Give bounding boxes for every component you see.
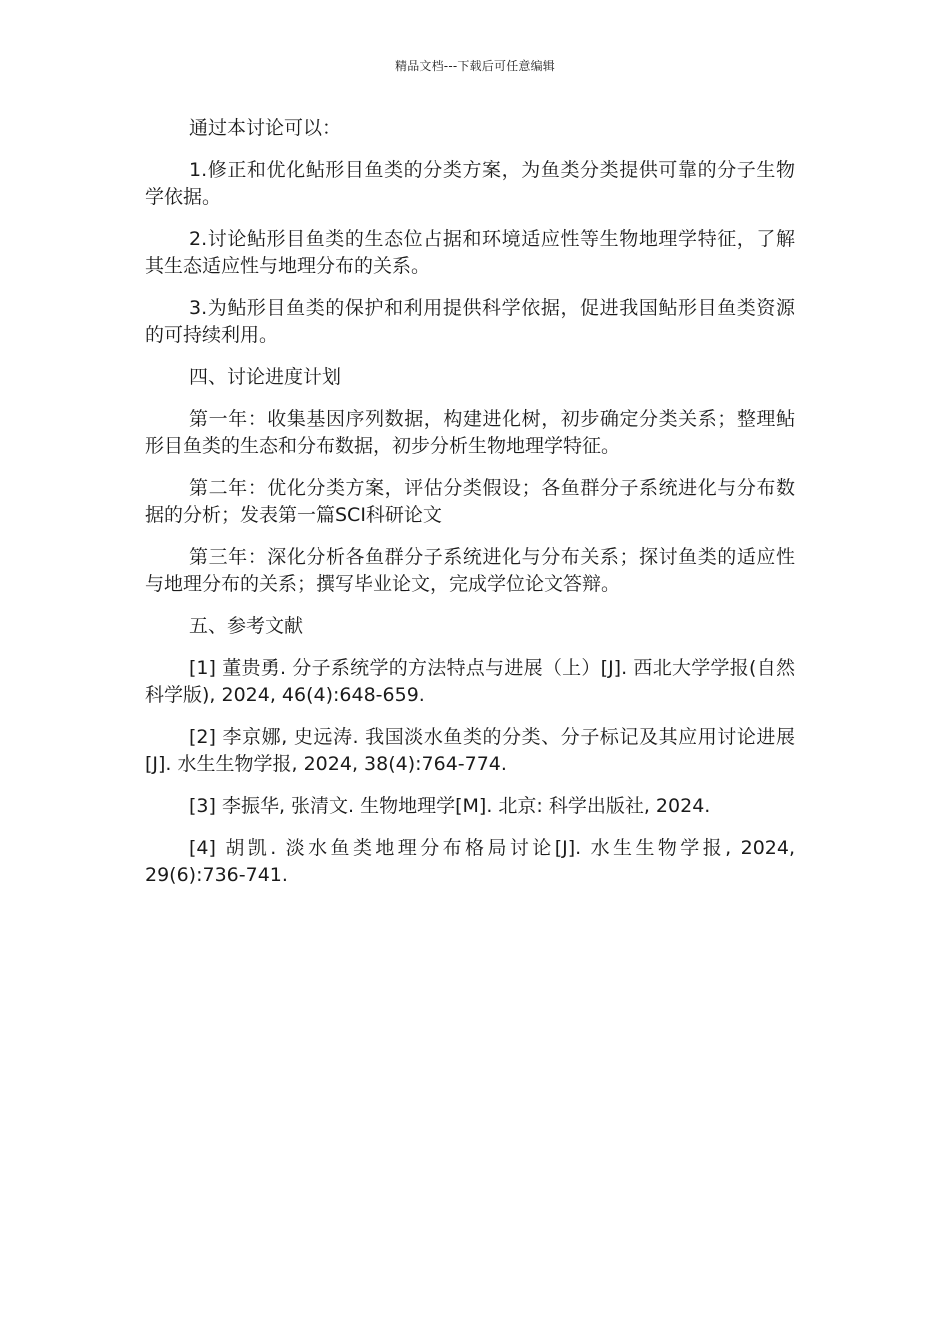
document-body	[145, 115, 795, 904]
schedule-year-3-paragraph: 第三年：深化分析各鱼群分子系统进化与分布关系；探讨鱼类的适应性与地理分布的关系；撰写毕业论文，完成学位论文答辩。	[145, 546, 795, 595]
reference-item: [4] 胡凯. 淡水鱼类地理分布格局讨论[J]. 水生生物学报, 2024, 29(6):736-741.	[145, 837, 795, 886]
reference-item: [3] 李振华, 张清文. 生物地理学[M]. 北京: 科学出版社, 2024.	[189, 795, 711, 817]
reference-item: [2] 李京娜, 史远涛. 我国淡水鱼类的分类、分子标记及其应用讨论进展[J]. 水生生物学报, 2024, 38(4):764-774.	[145, 726, 795, 775]
section-heading-references: 五、参考文献	[189, 615, 304, 637]
schedule-year-2-paragraph: 第二年：优化分类方案，评估分类假设；各鱼群分子系统进化与分布数据的分析；发表第一篇SCI科研论文	[145, 477, 795, 526]
reference-item: [1] 董贵勇. 分子系统学的方法特点与进展（上）[J]. 西北大学学报(自然科学版), 2024, 46(4):648-659.	[145, 657, 795, 706]
intro-paragraph: 通过本讨论可以：	[189, 117, 342, 139]
objective-1-paragraph: 1.修正和优化鲇形目鱼类的分类方案，为鱼类分类提供可靠的分子生物学依据。	[145, 159, 795, 208]
page-header: 精品文档---下载后可任意编辑	[395, 59, 555, 73]
section-heading-schedule: 四、讨论进度计划	[189, 366, 342, 388]
objective-3-paragraph: 3.为鲇形目鱼类的保护和利用提供科学依据，促进我国鲇形目鱼类资源的可持续利用。	[145, 297, 795, 346]
objective-2-paragraph: 2.讨论鲇形目鱼类的生态位占据和环境适应性等生物地理学特征，了解其生态适应性与地理分布的关系。	[145, 228, 795, 277]
schedule-year-1-paragraph: 第一年：收集基因序列数据，构建进化树，初步确定分类关系；整理鲇形目鱼类的生态和分布数据，初步分析生物地理学特征。	[145, 408, 795, 457]
